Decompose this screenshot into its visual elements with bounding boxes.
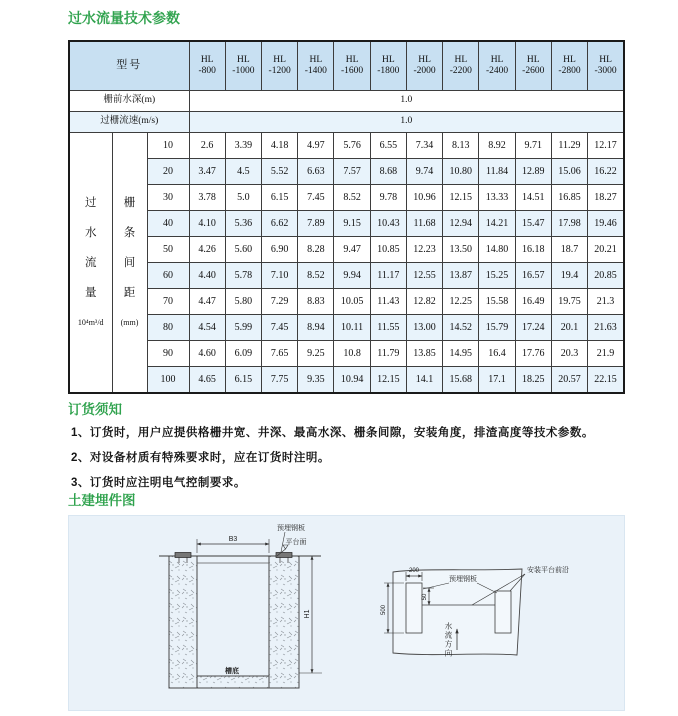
spacing-cell: 90: [147, 341, 189, 367]
model-col-1200: HL -1200: [262, 41, 298, 91]
embedded-plate-left: [175, 553, 191, 558]
value-cell: 5.52: [262, 159, 298, 185]
value-cell: 12.17: [588, 133, 624, 159]
value-cell: 7.89: [298, 211, 334, 237]
value-cell: 10.96: [406, 185, 442, 211]
table-row-30: [69, 185, 624, 211]
value-cell: 12.89: [515, 159, 551, 185]
label-embedded-steel-plate: 预埋钢板: [449, 576, 477, 583]
label-channel-bottom: 槽底: [225, 668, 239, 675]
value-cell: 21.9: [588, 341, 624, 367]
value-cell: 7.57: [334, 159, 370, 185]
section-title-order-notes: 订货须知: [68, 402, 122, 417]
value-cell: 8.52: [298, 263, 334, 289]
value-cell: 19.75: [551, 289, 587, 315]
table-row-60: [69, 263, 624, 289]
table-row-40: [69, 211, 624, 237]
value-cell: 5.99: [225, 315, 261, 341]
left-wall: [169, 556, 197, 688]
model-col-2400: HL -2400: [479, 41, 515, 91]
model-col-2800: HL -2800: [551, 41, 587, 91]
table-row-100: [69, 367, 624, 394]
value-cell: 12.25: [443, 289, 479, 315]
value-cell: 4.47: [189, 289, 225, 315]
value-cell: 6.09: [225, 341, 261, 367]
right-wall: [269, 556, 299, 688]
model-col-1400: HL -1400: [298, 41, 334, 91]
velocity-row: [69, 112, 624, 133]
value-cell: 10.8: [334, 341, 370, 367]
value-cell: 4.40: [189, 263, 225, 289]
embedded-plate-right: [495, 591, 511, 633]
value-cell: 15.47: [515, 211, 551, 237]
value-cell: 6.62: [262, 211, 298, 237]
value-cell: 14.52: [443, 315, 479, 341]
table-row-20: [69, 159, 624, 185]
flow-axis-label: 过 水 流 量 10⁴m³/d: [69, 133, 112, 394]
value-cell: 14.80: [479, 237, 515, 263]
model-col-800: HL -800: [189, 41, 225, 91]
value-cell: 6.90: [262, 237, 298, 263]
spacing-cell: 100: [147, 367, 189, 394]
value-cell: 20.1: [551, 315, 587, 341]
value-cell: 11.84: [479, 159, 515, 185]
value-cell: 11.17: [370, 263, 406, 289]
value-cell: 14.95: [443, 341, 479, 367]
label-platform-surface: 平台面: [285, 539, 307, 546]
value-cell: 13.33: [479, 185, 515, 211]
value-cell: 12.82: [406, 289, 442, 315]
value-cell: 15.06: [551, 159, 587, 185]
model-col-1800: HL -1800: [370, 41, 406, 91]
value-cell: 19.4: [551, 263, 587, 289]
dim-label-50: 50: [422, 593, 428, 601]
value-cell: 15.58: [479, 289, 515, 315]
bar-spacing-unit: (mm): [120, 318, 139, 328]
model-col-1000: HL -1000: [225, 41, 261, 91]
value-cell: 21.3: [588, 289, 624, 315]
value-cell: 14.51: [515, 185, 551, 211]
value-cell: 7.29: [262, 289, 298, 315]
dim-label-500: 500: [381, 604, 387, 616]
value-cell: 5.60: [225, 237, 261, 263]
value-cell: 10.11: [334, 315, 370, 341]
value-cell: 17.98: [551, 211, 587, 237]
value-cell: 20.85: [588, 263, 624, 289]
value-cell: 4.60: [189, 341, 225, 367]
value-cell: 18.7: [551, 237, 587, 263]
value-cell: 18.27: [588, 185, 624, 211]
value-cell: 10.80: [443, 159, 479, 185]
value-cell: 5.80: [225, 289, 261, 315]
table-header-row: [69, 41, 624, 91]
value-cell: 4.5: [225, 159, 261, 185]
value-cell: 9.74: [406, 159, 442, 185]
value-cell: 16.18: [515, 237, 551, 263]
civil-diagram-panel: [68, 515, 625, 711]
value-cell: 2.6: [189, 133, 225, 159]
value-cell: 6.15: [225, 367, 261, 394]
flow-params-table: [68, 40, 625, 394]
spacing-cell: 80: [147, 315, 189, 341]
value-cell: 4.18: [262, 133, 298, 159]
value-cell: 10.05: [334, 289, 370, 315]
value-cell: 3.47: [189, 159, 225, 185]
value-cell: 11.79: [370, 341, 406, 367]
note-item-1: 1、订货时，用户应提供格栅井宽、井深、最高水深、栅条间隙，安装角度，排渣高度等技术参数。: [71, 427, 594, 439]
value-cell: 4.54: [189, 315, 225, 341]
value-cell: 12.15: [443, 185, 479, 211]
embedded-plate-left: [406, 583, 422, 633]
spacing-cell: 60: [147, 263, 189, 289]
depth-row: [69, 91, 624, 112]
model-header-cell: 型号: [69, 41, 189, 91]
value-cell: 11.43: [370, 289, 406, 315]
value-cell: 4.10: [189, 211, 225, 237]
value-cell: 12.94: [443, 211, 479, 237]
value-cell: 9.15: [334, 211, 370, 237]
value-cell: 5.76: [334, 133, 370, 159]
value-cell: 9.78: [370, 185, 406, 211]
value-cell: 16.57: [515, 263, 551, 289]
spacing-cell: 10: [147, 133, 189, 159]
value-cell: 5.0: [225, 185, 261, 211]
value-cell: 20.57: [551, 367, 587, 394]
spacing-cell: 20: [147, 159, 189, 185]
note-item-2: 2、对设备材质有特殊要求时，应在订货时注明。: [71, 452, 330, 464]
value-cell: 21.63: [588, 315, 624, 341]
value-cell: 6.55: [370, 133, 406, 159]
value-cell: 6.63: [298, 159, 334, 185]
value-cell: 17.1: [479, 367, 515, 394]
spacing-cell: 30: [147, 185, 189, 211]
value-cell: 3.78: [189, 185, 225, 211]
value-cell: 5.36: [225, 211, 261, 237]
spacing-cell: 50: [147, 237, 189, 263]
value-cell: 8.68: [370, 159, 406, 185]
value-cell: 8.52: [334, 185, 370, 211]
value-cell: 7.10: [262, 263, 298, 289]
depth-label-cell: 栅前水深(m): [69, 91, 189, 112]
label-install-platform-front-edge: 安装平台前沿: [527, 567, 569, 574]
value-cell: 13.50: [443, 237, 479, 263]
value-cell: 4.65: [189, 367, 225, 394]
section-title-civil-diagram: 土建埋件图: [68, 493, 136, 508]
value-cell: 10.94: [334, 367, 370, 394]
value-cell: 8.92: [479, 133, 515, 159]
table-row-90: [69, 341, 624, 367]
value-cell: 5.78: [225, 263, 261, 289]
value-cell: 14.1: [406, 367, 442, 394]
table-row-70: [69, 289, 624, 315]
table-row-80: [69, 315, 624, 341]
value-cell: 6.15: [262, 185, 298, 211]
dim-label-200: 200: [408, 568, 420, 574]
leader-line: [281, 532, 285, 552]
value-cell: 4.97: [298, 133, 334, 159]
note-item-3: 3、订货时应注明电气控制要求。: [71, 477, 246, 489]
value-cell: 13.00: [406, 315, 442, 341]
value-cell: 7.45: [298, 185, 334, 211]
channel-cross-section-drawing: [139, 516, 399, 712]
dim-label-b3: B3: [228, 536, 238, 543]
label-embedded-steel-plate: 预埋钢板: [277, 525, 305, 532]
velocity-label-cell: 过栅流速(m/s): [69, 112, 189, 133]
platform-plan-drawing: [377, 528, 627, 688]
table-row-50: [69, 237, 624, 263]
section-title-flow-params: 过水流量技术参数: [68, 10, 180, 26]
channel-bottom-slab: [197, 676, 269, 688]
value-cell: 16.85: [551, 185, 587, 211]
value-cell: 17.76: [515, 341, 551, 367]
value-cell: 22.15: [588, 367, 624, 394]
velocity-value-cell: 1.0: [189, 112, 624, 133]
value-cell: 12.15: [370, 367, 406, 394]
value-cell: 13.87: [443, 263, 479, 289]
value-cell: 15.79: [479, 315, 515, 341]
value-cell: 20.21: [588, 237, 624, 263]
value-cell: 8.13: [443, 133, 479, 159]
value-cell: 8.28: [298, 237, 334, 263]
value-cell: 8.83: [298, 289, 334, 315]
model-col-2000: HL -2000: [406, 41, 442, 91]
value-cell: 20.3: [551, 341, 587, 367]
model-col-1600: HL -1600: [334, 41, 370, 91]
value-cell: 16.22: [588, 159, 624, 185]
model-col-2200: HL -2200: [443, 41, 479, 91]
value-cell: 9.25: [298, 341, 334, 367]
value-cell: 9.47: [334, 237, 370, 263]
value-cell: 11.55: [370, 315, 406, 341]
value-cell: 3.39: [225, 133, 261, 159]
value-cell: 12.23: [406, 237, 442, 263]
value-cell: 13.85: [406, 341, 442, 367]
value-cell: 9.35: [298, 367, 334, 394]
table-row-10: [69, 133, 624, 159]
value-cell: 16.49: [515, 289, 551, 315]
value-cell: 7.65: [262, 341, 298, 367]
value-cell: 10.43: [370, 211, 406, 237]
value-cell: 19.46: [588, 211, 624, 237]
value-cell: 7.75: [262, 367, 298, 394]
spacing-cell: 70: [147, 289, 189, 315]
value-cell: 14.21: [479, 211, 515, 237]
value-cell: 8.94: [298, 315, 334, 341]
model-col-2600: HL -2600: [515, 41, 551, 91]
label-water-flow-direction: 水流方向: [444, 622, 453, 658]
value-cell: 11.68: [406, 211, 442, 237]
value-cell: 9.71: [515, 133, 551, 159]
value-cell: 10.85: [370, 237, 406, 263]
bar-spacing-axis-label: 栅 条 间 距 (mm): [112, 133, 147, 394]
value-cell: 15.25: [479, 263, 515, 289]
value-cell: 18.25: [515, 367, 551, 394]
spacing-cell: 40: [147, 211, 189, 237]
value-cell: 12.55: [406, 263, 442, 289]
value-cell: 7.45: [262, 315, 298, 341]
depth-value-cell: 1.0: [189, 91, 624, 112]
value-cell: 4.26: [189, 237, 225, 263]
value-cell: 15.68: [443, 367, 479, 394]
flow-unit: 10⁴m³/d: [77, 318, 104, 328]
value-cell: 7.34: [406, 133, 442, 159]
value-cell: 11.29: [551, 133, 587, 159]
order-notes-list: [71, 424, 619, 499]
dim-label-h1: H1: [304, 609, 311, 619]
model-col-3000: HL -3000: [588, 41, 624, 91]
value-cell: 9.94: [334, 263, 370, 289]
value-cell: 16.4: [479, 341, 515, 367]
value-cell: 17.24: [515, 315, 551, 341]
